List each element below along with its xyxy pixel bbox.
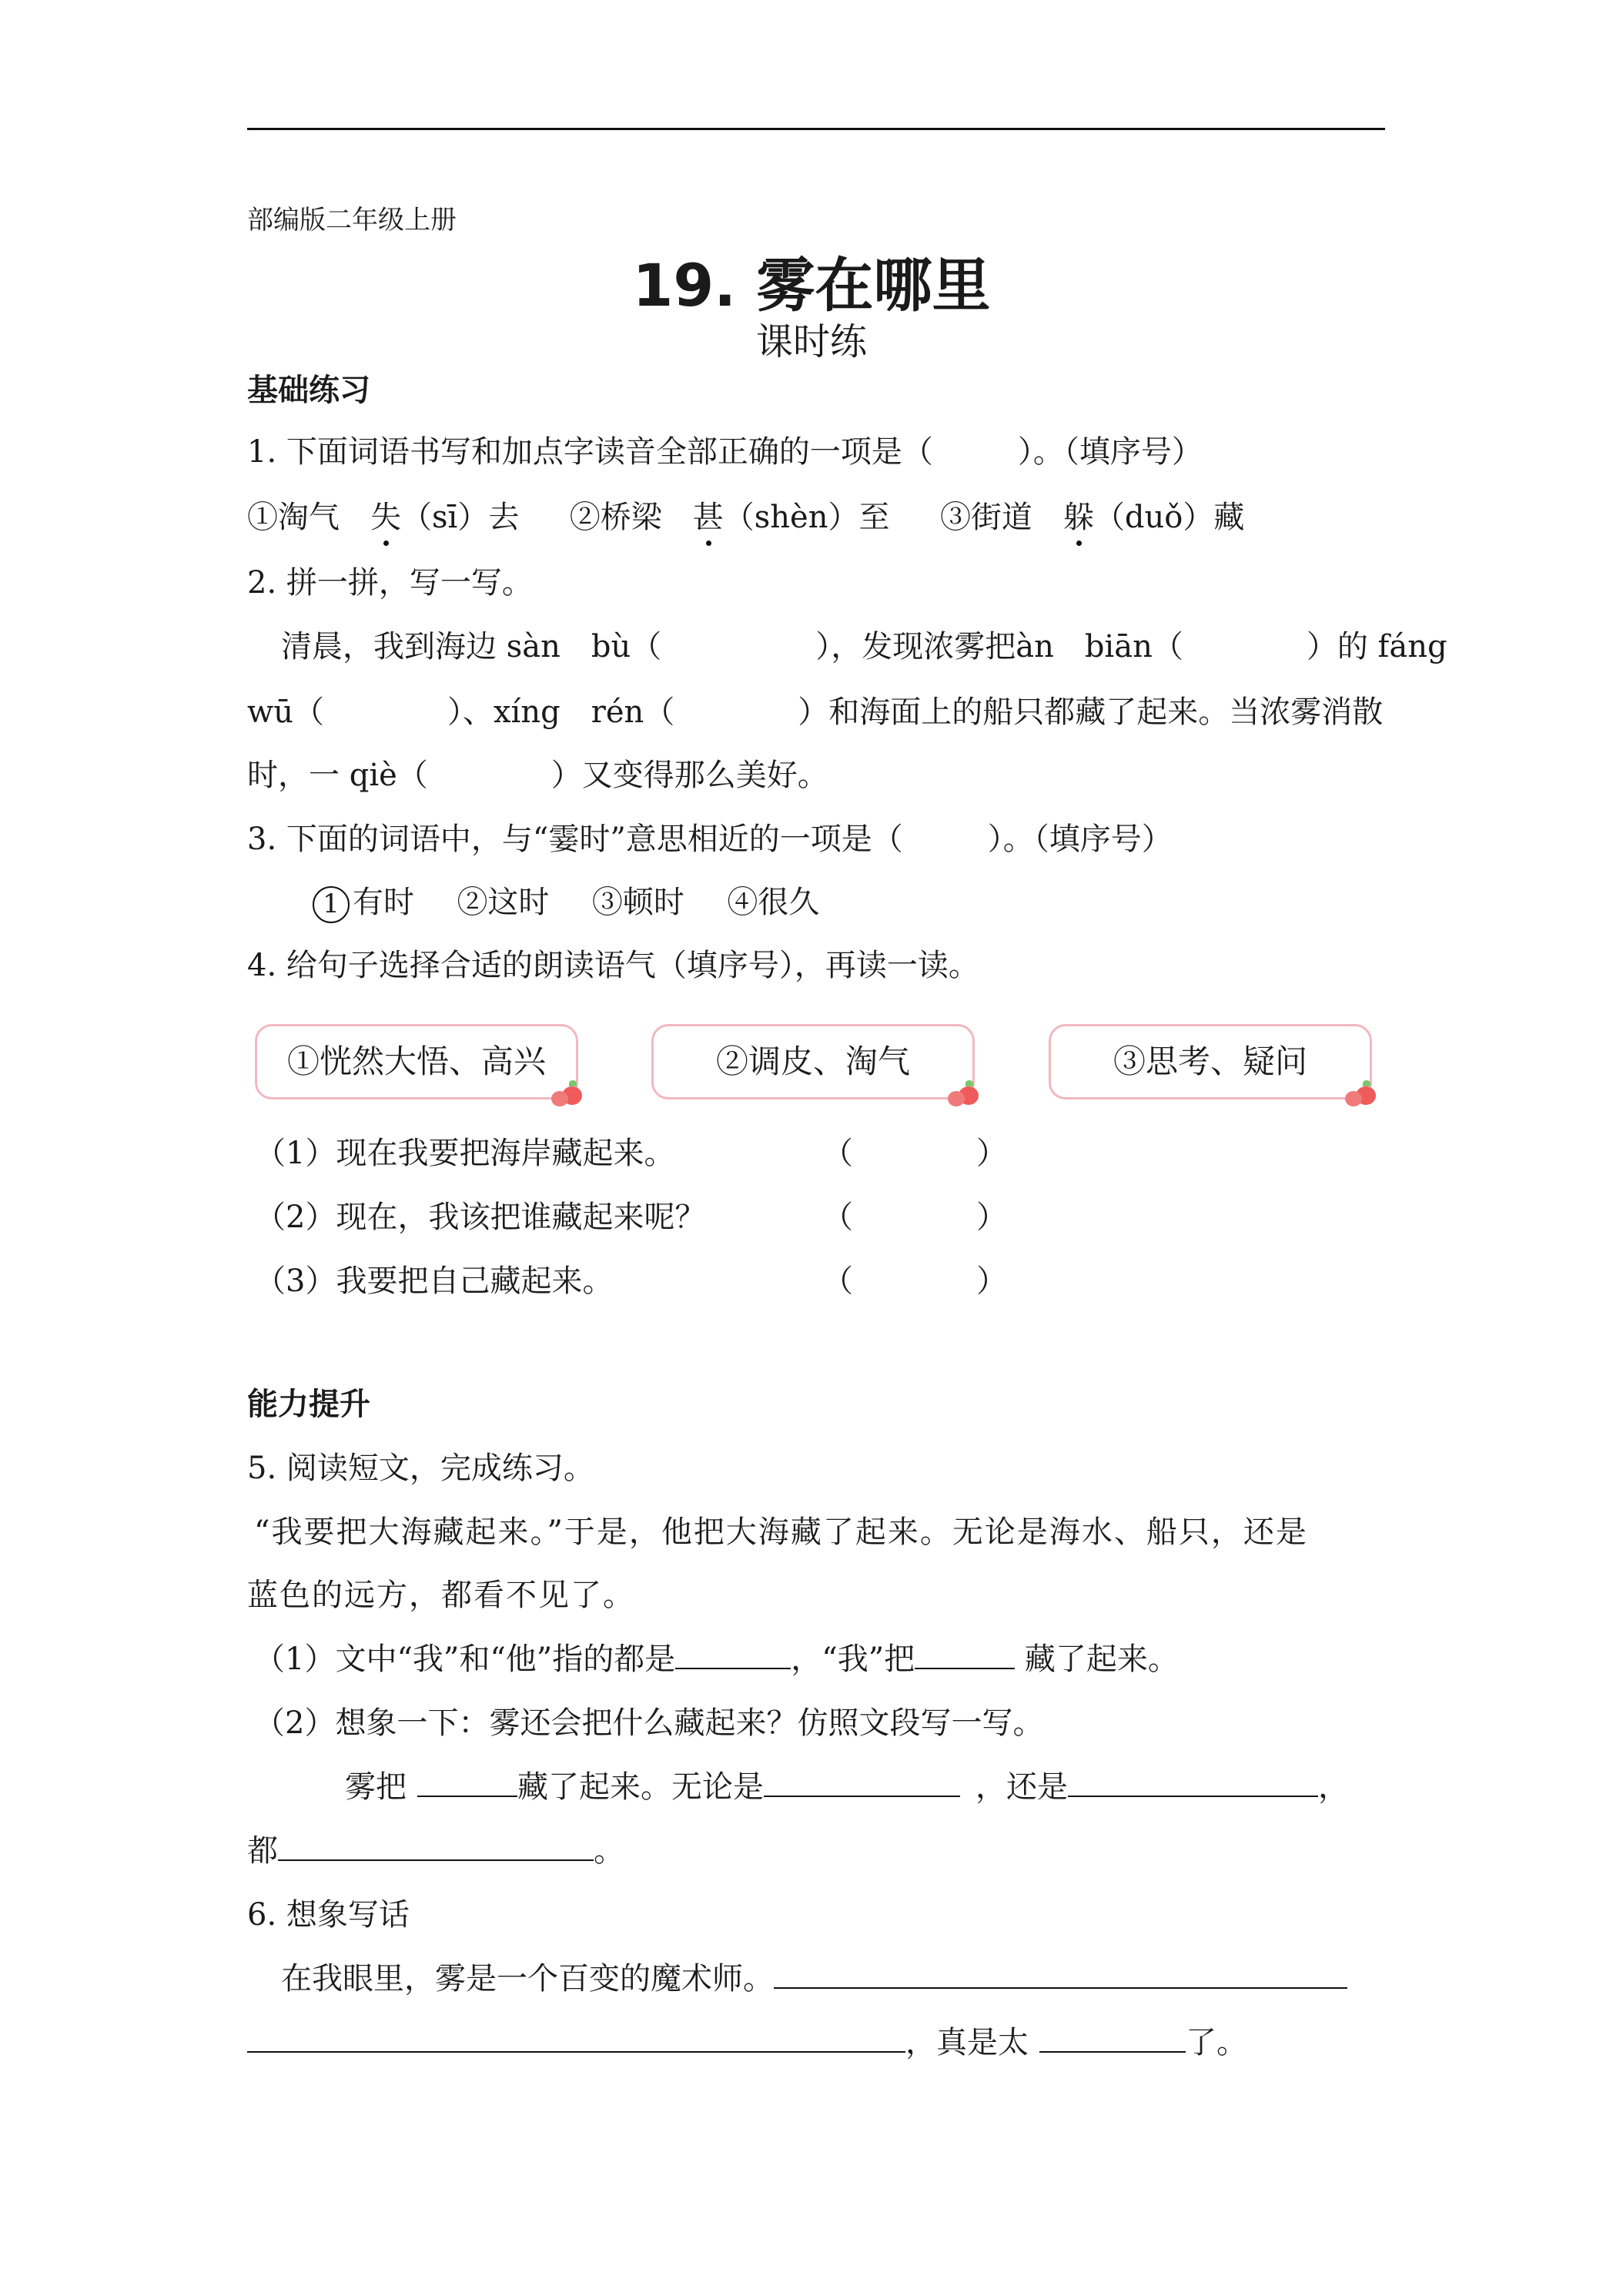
dotted-char: 甚 — [693, 493, 724, 537]
question-5-1: （1）文中“我”和“他”指的都是 ，“我”把 藏了起来。 — [254, 1642, 1179, 1677]
pinyin-line-1: 清晨，我到海边 sàn bù（ ），发现浓雾把àn biān（ ）的 fáng — [281, 629, 1447, 664]
question-4-text: 给句子选择合适的朗读语气（填序号），再读一读。 — [286, 948, 979, 983]
question-6-text: 想象写话 — [286, 1897, 410, 1933]
tone-card-2-label: ②调皮、淘气 — [715, 1043, 910, 1080]
question-1-number: 1. — [247, 434, 277, 470]
tone-card-1-label: ①恍然大悟、高兴 — [286, 1043, 546, 1080]
imitation-sentence: 雾把 藏了起来。无论是 ，还是 ， — [345, 1769, 1349, 1805]
tone-card-3 — [1049, 1024, 1372, 1099]
pinyin-blank-1[interactable]: （ ） — [631, 629, 832, 664]
answer-blank[interactable] — [915, 1640, 1015, 1669]
answer-blank[interactable] — [764, 1768, 960, 1797]
option-2: ②桥梁 甚（shèn）至 — [570, 500, 890, 535]
question-2-number: 2. — [247, 565, 277, 601]
question-1-options — [247, 493, 1244, 537]
reading-passage-line-1: “我要把大海藏起来。”于是，他把大海藏了起来。无论是海水、船只，还是 — [254, 1514, 1308, 1550]
tone-card-1 — [255, 1024, 578, 1099]
writing-prompt-line-2: ，真是太 了。 — [247, 2018, 1247, 2062]
pinyin-line-3: 时，一 qiè（ ）又变得那么美好。 — [247, 758, 828, 793]
option-1: ①淘气 失（sī）去 — [247, 500, 519, 535]
textbook-edition: 部编版二年级上册 — [247, 205, 457, 236]
question-1-text: 下面词语书写和加点字读音全部正确的一项是（ — [286, 434, 933, 470]
question-2-text: 拼一拼，写一写。 — [286, 565, 533, 601]
question-5-number: 5. — [247, 1451, 277, 1486]
pinyin-blank-2[interactable]: （ ） — [1152, 629, 1337, 664]
pinyin-blank-5[interactable]: （ ） — [397, 758, 582, 793]
question-6-number: 6. — [247, 1897, 277, 1933]
answer-blank[interactable] — [278, 1832, 594, 1861]
q4-answer-2[interactable]: （ ） — [822, 1200, 1007, 1235]
page-title: 19. 雾在哪里 — [632, 251, 991, 320]
writing-prompt-line-1: 在我眼里，雾是一个百变的魔术师。 — [281, 1954, 1347, 1998]
page-subtitle: 课时练 — [755, 320, 867, 363]
question-4 — [247, 941, 979, 985]
option-2: ②这时 — [457, 885, 550, 920]
section-heading-advanced: 能力提升 — [247, 1386, 370, 1422]
header-rule — [247, 128, 1385, 130]
question-5-2: （2）想象一下：雾还会把什么藏起来？仿照文段写一写。 — [254, 1705, 1044, 1741]
answer-blank[interactable] — [417, 1768, 517, 1797]
imitation-sentence-end: 都 。 — [247, 1833, 624, 1869]
writing-blank[interactable] — [1039, 2023, 1186, 2053]
question-3-number: 3. — [247, 822, 277, 857]
question-1-suffix: ）。（填序号） — [1017, 434, 1203, 470]
option-4: ④很久 — [727, 885, 820, 920]
question-2 — [247, 558, 533, 602]
question-5 — [247, 1444, 594, 1488]
dotted-char: 躲 — [1063, 493, 1094, 537]
dotted-char: 失 — [370, 493, 401, 537]
pinyin-line-2: wū（ ）、xíng rén（ ）和海面上的船只都藏了起来。当浓雾消散 — [247, 694, 1384, 730]
section-heading-basic: 基础练习 — [247, 372, 370, 408]
apple-icon — [948, 1091, 965, 1106]
answer-blank[interactable] — [1068, 1768, 1318, 1797]
question-1 — [247, 427, 1203, 471]
pinyin-blank-3[interactable]: （ ） — [293, 694, 463, 730]
option-3: ③街道 躲（duǒ）藏 — [940, 500, 1244, 535]
writing-blank[interactable] — [247, 2023, 905, 2053]
reading-passage-line-2: 蓝色的远方，都看不见了。 — [247, 1578, 635, 1613]
question-4-number: 4. — [247, 948, 277, 983]
writing-blank[interactable] — [774, 1960, 1347, 1989]
apple-icon — [1345, 1091, 1362, 1106]
question-3-options — [313, 878, 819, 923]
option-3: ③顿时 — [591, 885, 684, 920]
question-3-text: 下面的词语中，与“霎时”意思相近的一项是（ — [286, 822, 903, 857]
question-3 — [247, 815, 1173, 858]
apple-icon — [551, 1091, 568, 1106]
q4-answer-3[interactable]: （ ） — [822, 1263, 1007, 1299]
option-marker-1: 1 — [313, 886, 350, 923]
option-text-1: 有时 — [353, 885, 414, 920]
question-3-suffix: ）。（填序号） — [987, 822, 1173, 857]
tone-card-3-label: ③思考、疑问 — [1113, 1043, 1307, 1080]
tone-card-2 — [651, 1024, 975, 1099]
question-5-text: 阅读短文，完成练习。 — [286, 1451, 594, 1486]
q4-answer-1[interactable]: （ ） — [822, 1136, 1007, 1171]
pinyin-blank-4[interactable]: （ ） — [644, 694, 829, 730]
q4-item-3: （3）我要把自己藏起来。 — [255, 1263, 614, 1299]
q4-item-1: （1）现在我要把海岸藏起来。 — [255, 1136, 675, 1171]
question-6 — [247, 1890, 410, 1934]
q4-item-2: （2）现在，我该把谁藏起来呢？ — [255, 1200, 706, 1235]
answer-blank[interactable] — [675, 1640, 791, 1669]
